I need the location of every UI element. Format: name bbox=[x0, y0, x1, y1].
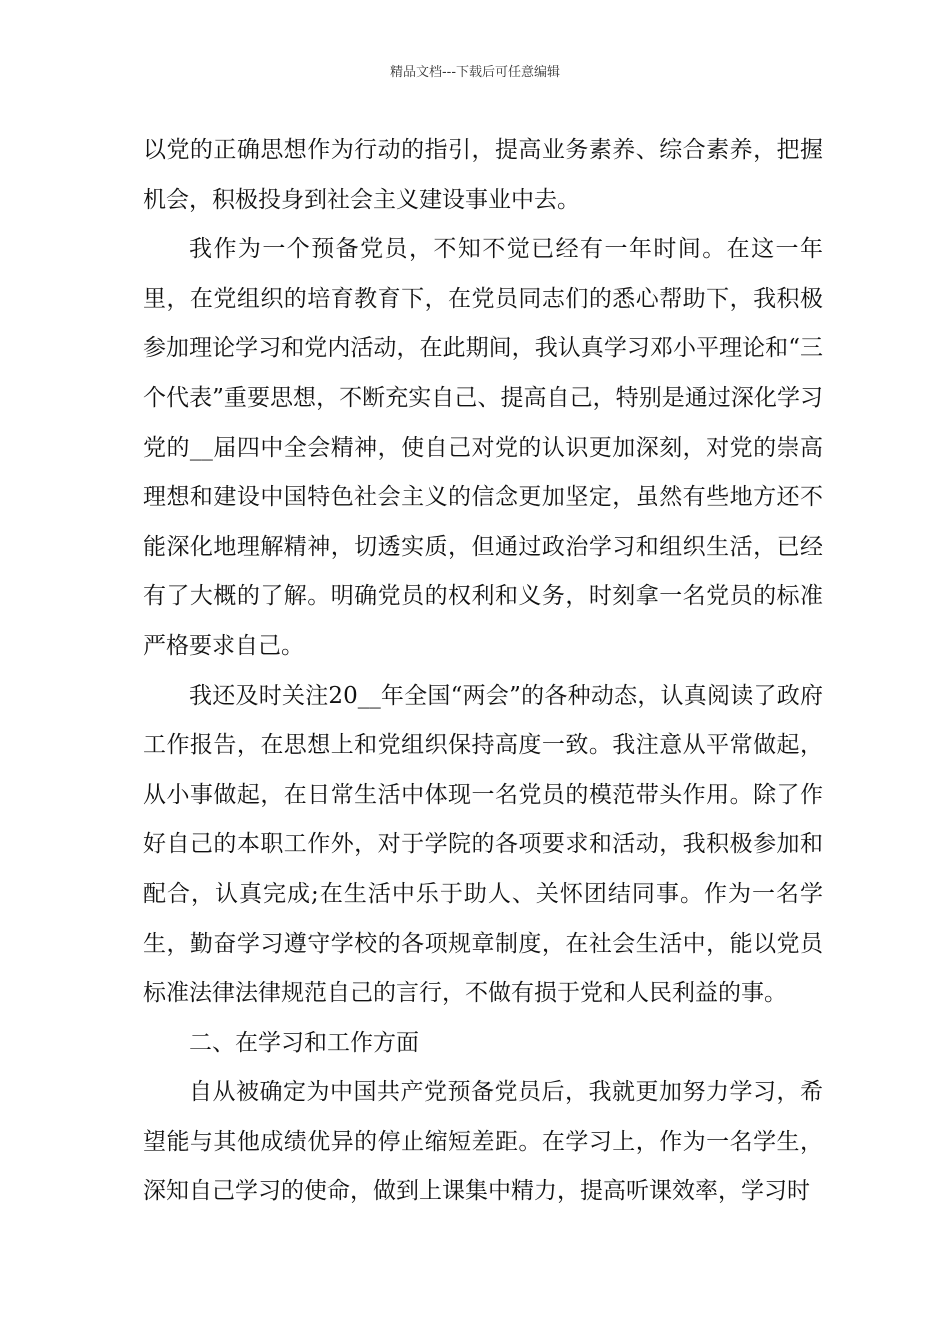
paragraph-two-sessions: 我还及时关注20__年全国“两会”的各种动态，认真阅读了政府工作报告，在思想上和党组织保持高度一致。我注意从平常做起，从小事做起，在日常生活中体现一名党员的模范带头作用。除了作好自己的本职工作外，对于学院的各项要求和活动，我积极参加和配合，认真完成;在生活中乐于助人、关怀团结同事。作为一名学生，勤奋学习遵守学校的各项规章制度，在社会生活中，能以党员标准法律法律规范自己的言行，不做有损于党和人民利益的事。 bbox=[143, 682, 823, 1007]
paragraph-probationary-year: 我作为一个预备党员，不知不觉已经有一年时间。在这一年里，在党组织的培育教育下，在党员同志们的悉心帮助下，我积极参加理论学习和党内活动，在此期间，我认真学习邓小平理论和“三个代表”重要思想，不断充实自己、提高自己，特别是通过深化学习党的__届四中全会精神，使自己对党的认识更加深刻，对党的崇高理想和建设中国特色社会主义的信念更加坚定，虽然有些地方还不能深化地理解精神，切透实质，但通过政治学习和组织生活，已经有了大概的了解。明确党员的权利和义务，时刻拿一名党员的标准严格要求自己。 bbox=[143, 236, 823, 659]
page-header: 精品文档---下载后可任意编辑 bbox=[389, 65, 561, 80]
paragraph-study: 自从被确定为中国共产党预备党员后，我就更加努力学习，希望能与其他成绩优异的停止缩短差距。在学习上，作为一名学生，深知自己学习的使命，做到上课集中精力，提高听课效率，学习时 bbox=[143, 1079, 823, 1205]
section-heading-study-work: 二、在学习和工作方面 bbox=[189, 1029, 419, 1056]
document-body bbox=[143, 126, 823, 1217]
paragraph-continuation: 以党的正确思想作为行动的指引，提高业务素养、综合素养，把握机会，积极投身到社会主义建设事业中去。 bbox=[143, 137, 823, 213]
